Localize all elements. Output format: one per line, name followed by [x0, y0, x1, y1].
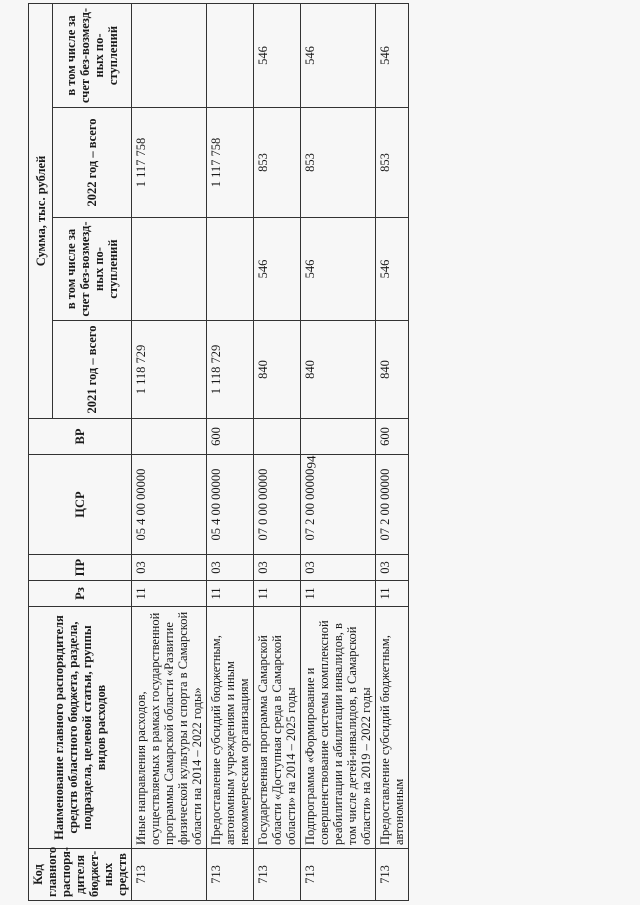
- cell-rz: 11: [132, 581, 207, 607]
- cell-code: 713: [132, 849, 207, 901]
- cell-code: 713: [207, 849, 254, 901]
- cell-2022-free: [132, 3, 207, 107]
- cell-vr: 600: [207, 419, 254, 455]
- cell-2021-total: 840: [254, 321, 301, 419]
- header-2022-total: 2022 год – всего: [53, 108, 132, 218]
- budget-table: [28, 3, 409, 901]
- cell-2022-total: 1 117 758: [132, 108, 207, 218]
- cell-pr: 03: [207, 555, 254, 581]
- header-name: Наименование главного распорядителя средств областного бюджета, раздела, подраздела, целевой статьи, группы видов расходов: [29, 607, 132, 849]
- header-sum-group: Сумма, тыс. рублей: [29, 3, 53, 418]
- cell-rz: 11: [376, 581, 409, 607]
- cell-name: Предоставление субсидий бюджетным, автономным: [376, 607, 409, 849]
- cell-2021-total: 1 118 729: [207, 321, 254, 419]
- page-number: 94: [303, 455, 319, 469]
- cell-rz: 11: [254, 581, 301, 607]
- cell-2021-free: [207, 218, 254, 321]
- header-csr: ЦСР: [29, 455, 132, 555]
- cell-2022-total: 853: [301, 108, 376, 218]
- cell-name: Предоставление субсидий бюджетным, автономным учреждениям и иным некоммерческим организациям: [207, 607, 254, 849]
- cell-pr: 03: [301, 555, 376, 581]
- cell-name: Иные направления расходов, осуществляемых в рамках государственной программы Самарской области «Развитие физической культуры и спорта в Самарской области на 2014 – 2022 годы»: [132, 607, 207, 849]
- cell-name: Государственная программа Самарской области «Доступная среда в Самарской области» на 2014 – 2025 годы: [254, 607, 301, 849]
- cell-rz: 11: [301, 581, 376, 607]
- cell-2022-free: 546: [254, 3, 301, 107]
- cell-vr: [254, 419, 301, 455]
- header-code: Код главного распоря-дителя бюджет-ных средств: [29, 849, 132, 901]
- cell-code: 713: [254, 849, 301, 901]
- cell-2021-free: 546: [376, 218, 409, 321]
- cell-2021-total: 840: [301, 321, 376, 419]
- cell-rz: 11: [207, 581, 254, 607]
- table-row: [301, 3, 376, 900]
- header-vr: ВР: [29, 419, 132, 455]
- header-2021-free: в том числе за счет без-возмезд-ных по-ступлений: [53, 218, 132, 321]
- cell-2021-free: 546: [301, 218, 376, 321]
- cell-code: 713: [376, 849, 409, 901]
- cell-2022-total: 853: [376, 108, 409, 218]
- cell-code: 713: [301, 849, 376, 901]
- cell-pr: 03: [132, 555, 207, 581]
- cell-name: Подпрограмма «Формирование и совершенствование системы комплексной реабилитации и абилитации инвалидов, в том числе детей-инвалидов, в Самарской области» на 2019 – 2022 годы: [301, 607, 376, 849]
- table-row: [207, 3, 254, 900]
- cell-2022-free: 546: [376, 3, 409, 107]
- table-row: [132, 3, 207, 900]
- cell-csr: 07 2 00 00000: [376, 455, 409, 555]
- cell-csr: 05 4 00 00000: [207, 455, 254, 555]
- cell-vr: [132, 419, 207, 455]
- cell-csr: 05 4 00 00000: [132, 455, 207, 555]
- cell-csr: 07 2 00 00000: [301, 455, 376, 555]
- header-2021-total: 2021 год – всего: [53, 321, 132, 419]
- cell-vr: 600: [376, 419, 409, 455]
- cell-2021-free: [132, 218, 207, 321]
- cell-2022-total: 1 117 758: [207, 108, 254, 218]
- cell-pr: 03: [254, 555, 301, 581]
- cell-2021-free: 546: [254, 218, 301, 321]
- header-rz: Рз: [29, 581, 132, 607]
- cell-2021-total: 1 118 729: [132, 321, 207, 419]
- cell-2022-free: 546: [301, 3, 376, 107]
- cell-2022-free: [207, 3, 254, 107]
- cell-vr: [301, 419, 376, 455]
- header-2022-free: в том числе за счет без-возмезд-ных по-ступлений: [53, 3, 132, 107]
- table-row: [254, 3, 301, 900]
- cell-2021-total: 840: [376, 321, 409, 419]
- cell-csr: 07 0 00 00000: [254, 455, 301, 555]
- table-row: [376, 3, 409, 900]
- cell-2022-total: 853: [254, 108, 301, 218]
- cell-pr: 03: [376, 555, 409, 581]
- header-pr: ПР: [29, 555, 132, 581]
